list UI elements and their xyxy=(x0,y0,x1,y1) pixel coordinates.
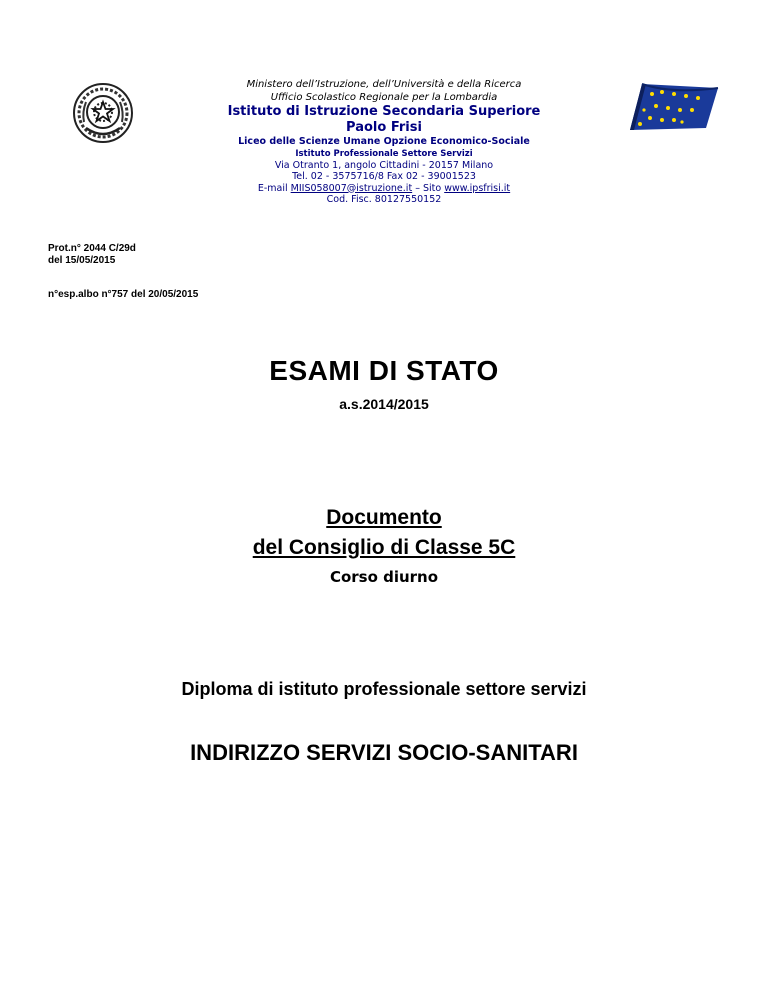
albo-number: n°esp.albo n°757 del 20/05/2015 xyxy=(48,289,199,300)
regional-office-line: Ufficio Scolastico Regionale per la Lombardia xyxy=(270,91,498,103)
document-title-line1: Documento xyxy=(326,506,442,529)
site-prefix: – Sito xyxy=(412,182,445,194)
protocol-date: del 15/05/2015 xyxy=(48,255,116,266)
website-link[interactable]: www.ipsfrisi.it xyxy=(444,182,511,194)
institution-header xyxy=(150,79,618,206)
diploma-line: Diploma di istituto professionale settore servizi xyxy=(181,679,587,699)
document-title-line2: del Consiglio di Classe 5C xyxy=(252,536,516,559)
school-name: Paolo Frisi xyxy=(346,120,422,135)
track-title: INDIRIZZO SERVIZI SOCIO-SANITARI xyxy=(190,740,578,765)
institute-line: Istituto di Istruzione Secondaria Superiore xyxy=(227,104,541,119)
main-title: ESAMI DI STATO xyxy=(269,355,499,386)
fiscal-code-line: Cod. Fisc. 80127550152 xyxy=(326,194,442,205)
ministry-line: Ministero dell’Istruzione, dell’Università e della Ricerca xyxy=(246,79,522,90)
italian-republic-emblem-icon xyxy=(72,82,134,144)
european-union-flag-icon xyxy=(622,80,720,134)
protocol-number: Prot.n° 2044 C/29d xyxy=(48,243,136,254)
email-prefix: E-mail xyxy=(257,182,291,194)
address-line: Via Otranto 1, angolo Cittadini - 20157 Milano xyxy=(274,159,494,171)
protocol-block xyxy=(48,243,136,267)
liceo-line: Liceo delle Scienze Umane Opzione Economico-Sociale xyxy=(238,136,530,147)
phone-line: Tel. 02 - 3575716/8 Fax 02 - 39001523 xyxy=(292,171,476,182)
course-label: Corso diurno xyxy=(329,568,439,586)
email-link[interactable]: MIIS058007@istruzione.it xyxy=(290,182,413,194)
contact-line xyxy=(150,183,618,195)
professional-institute-line: Istituto Professionale Settore Servizi xyxy=(295,148,473,159)
school-year: a.s.2014/2015 xyxy=(339,396,429,412)
